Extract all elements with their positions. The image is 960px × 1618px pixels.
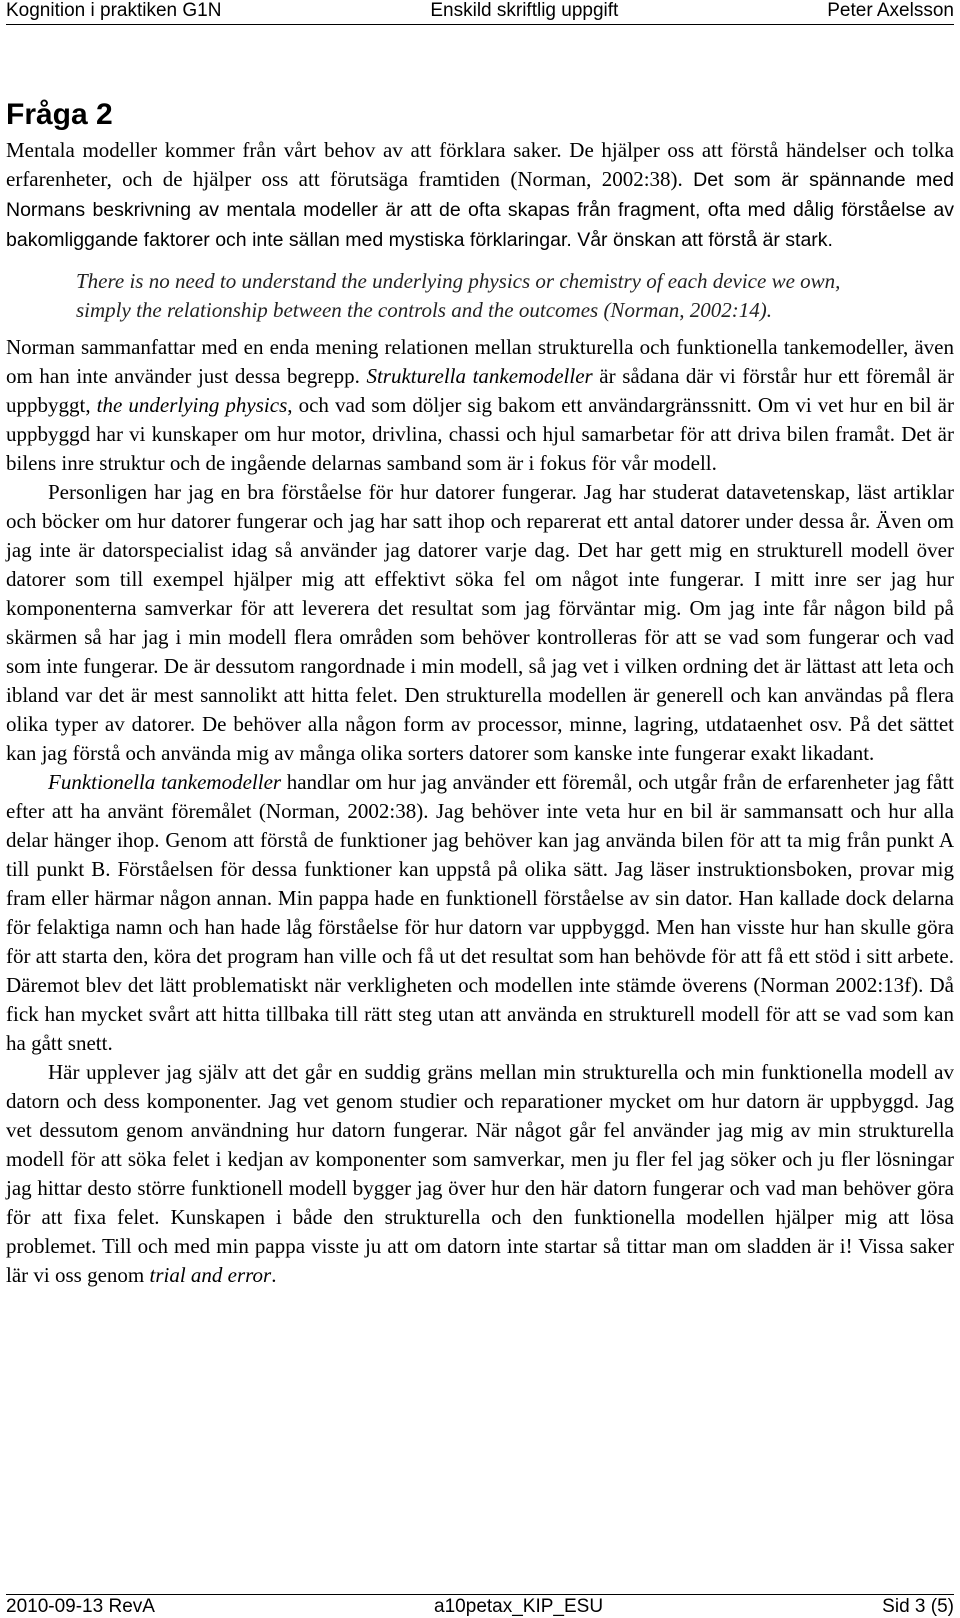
text-run: är sådana där vi förstår hur ett föremål är uppbyggt, (6, 364, 954, 417)
text-run: Norman sammanfattar med en enda mening relationen mellan strukturella och funktionella tankemodeller, även om han inte använder just dessa begrepp. (6, 335, 954, 388)
intro-sentence-sans: Det som är spännande med Normans beskrivning av mentala modeller är att de ofta skapas från fragment, ofta med dålig förståelse av bakomliggande faktorer och inte sällan med mystiska förklaringar. Vår önskan att förstå är stark. (6, 169, 954, 251)
section-heading: Fråga 2 (6, 98, 113, 131)
term-functional-models: Funktionella tankemodeller (48, 770, 282, 794)
intro-sentence-serif: Mentala modeller kommer från vårt behov av att förklara saker. De hjälper oss att förstå händelser och tolka erfarenheter, och de hjälper oss att förutsäga framtiden (Norman, 2002:38). (6, 138, 954, 191)
text-run: . (271, 1263, 277, 1287)
text-run: handlar om hur jag använder ett föremål, och utgår från de erfarenheter jag fått efter att ha använt föremålet (Norman, 2002:38). Jag behöver inte veta hur en bil är sammansatt och hur alla delar hänger ihop. Genom att förstå de funktioner jag behöver kan jag använda bilen för att ta mig från punkt A till punkt B. Förståelsen för dessa funktioner kan uppstå på olika sätt. Jag läser instruktionsboken, provar mig fram eller härmar någon annan. Min pappa hade en funktionell förståelse av sin dator. Han kallade dock delarna för felaktiga namn och han hade låg förståelse för hur datorn var uppbyggd. Men han visste hur han skulle göra för att starta den, köra det program han ville och få ut det resultat som han behövde för att få ett stöd i sitt arbete. Däremot blev det lätt problematiskt när verkligheten och modellen inte stämde överens (Norman 2002:13f). Då fick han mycket svårt att hitta tillbaka till rätt steg utan att använda en strukturell modell för att se vad som kan ha gått snett. (6, 770, 955, 1055)
header-course: Kognition i praktiken G1N (6, 0, 222, 21)
footer-docid: a10petax_KIP_ESU (434, 1596, 604, 1617)
footer-page-number: Sid 3 (5) (882, 1596, 954, 1617)
paragraph-functional (6, 768, 954, 1058)
footer-date: 2010-09-13 RevA (6, 1596, 155, 1617)
text-run: , och vad som döljer sig bakom ett användargränssnitt. Om vi vet hur en bil är uppbyggd har vi kunskaper om hur motor, drivlina, chassi och hjul samarbetar för att driva bilen framåt. Det är bilens inre struktur och de ingående delarnas samband som är i fokus för vår modell. (6, 393, 954, 475)
header-assignment: Enskild skriftlig uppgift (430, 0, 619, 21)
term-structural-models: Strukturella tankemodeller (366, 364, 593, 388)
paragraph-structural (6, 333, 954, 478)
page-footer (6, 1594, 954, 1618)
text-run: Här upplever jag själv att det går en suddig gräns mellan min strukturella och min funktionella modell av datorn och dess komponenter. Jag vet genom studier och reparationer mycket om hur datorn är uppbyggd. Jag vet dessutom genom användning hur datorn fungerar. När något går fel använder jag mig av min strukturella modell för att söka felet i kedjan av komponenter som samverkar, men ju fler fel jag söker och ju fler lösningar jag hittar desto större funktionell modell bygger jag över hur den här datorn fungerar och vad man behöver göra för att fixa felet. Kunskapen i både den strukturella och den funktionella modellen hjälper mig att lösa problemet. Till och med min pappa visste ju att om datorn inte startar så tittar man om sladden är i! Vissa saker lär vi oss genom (6, 1060, 954, 1287)
term-trial-and-error: trial and error (149, 1263, 272, 1287)
paragraph-boundary (6, 1058, 954, 1290)
page-header (6, 0, 954, 25)
document-body (6, 95, 954, 1290)
paragraph-personal: Personligen har jag en bra förståelse för hur datorer fungerar. Jag har studerat datavetenskap, läst artiklar och böcker om hur datorer fungerar och jag har satt ihop och reparerat ett antal datorer under dessa år. Även om jag inte är datorspecialist idag så använder jag datorer varje dag. Det har gett mig en strukturell modell över datorer som till exempel hjälper mig att effektivt söka fel om något inte fungerar. I mitt inre ser jag hur komponenterna samverkar för att leverera det resultat som jag förväntar mig. Om jag inte får någon bild på skärmen så har jag i min modell flera områden som behöver kontrolleras för att se vad som fungerar och vad som inte fungerar. De är dessutom rangordnade i min modell, så jag vet i vilken ordning det är lättast att leta och ibland var det är mest sannolikt att hitta felet. Den strukturella modellen är generell och kan användas på flera olika typer av datorer. De behöver alla någon form av processor, minne, lagring, utdataenhet osv. På det sättet kan jag förstå och använda mig av många olika sorters datorer som kanske inte fungerar exakt likadant. (6, 480, 954, 765)
paragraph-intro (6, 136, 954, 255)
header-author: Peter Axelsson (827, 0, 954, 21)
term-underlying-physics: the underlying physics (96, 393, 288, 417)
block-quote: There is no need to understand the underlying physics or chemistry of each device we own, simply the relationship between the controls and the outcomes (Norman, 2002:14). (76, 269, 841, 322)
